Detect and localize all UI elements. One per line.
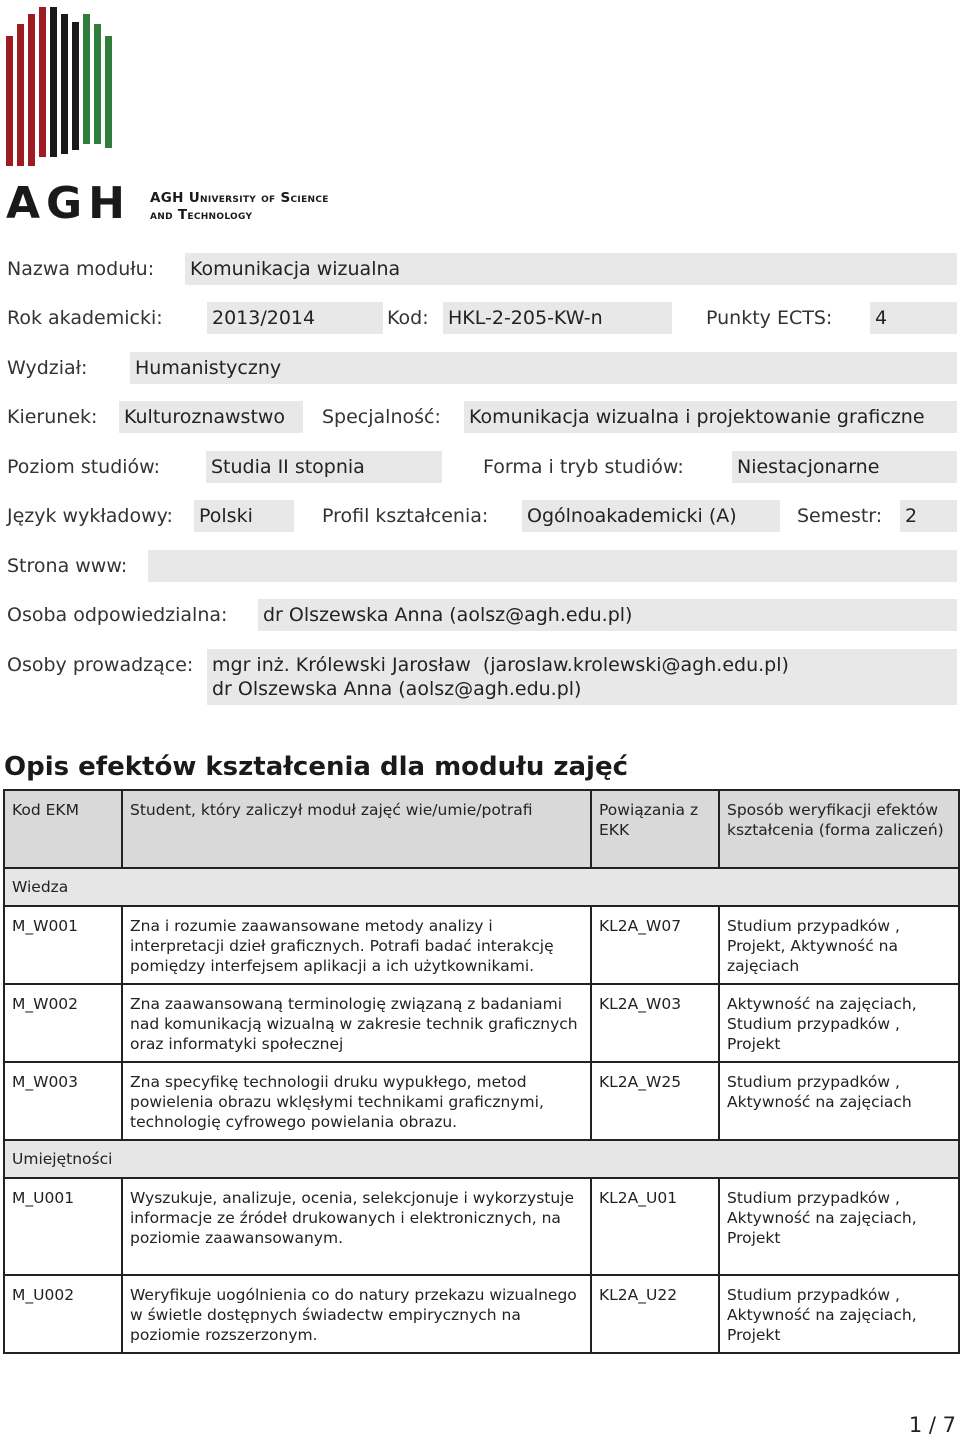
row-description: Zna specyfikę technologii druku wypukłego, metod powielenia obrazu wklęsłymi technikami graficznymi, technologię cyfrowego powielania obrazu. — [122, 1062, 591, 1140]
row-code: M_U002 — [4, 1275, 122, 1353]
website-row — [0, 550, 960, 582]
header-description: Student, który zaliczył moduł zajęć wie/umie/potrafi — [122, 790, 591, 868]
responsible-value: dr Olszewska Anna (aolsz@agh.edu.pl) — [258, 599, 957, 631]
row-description: Zna zaawansowaną terminologię związaną z badaniami nad komunikacją wizualną w zakresie technik graficznych oraz informatyki społecznej — [122, 984, 591, 1062]
table-header-row — [4, 790, 959, 868]
header-code: Kod EKM — [4, 790, 122, 868]
teacher-1: mgr inż. Królewski Jarosław (jaroslaw.krolewski@agh.edu.pl) — [212, 654, 789, 676]
table-row — [4, 984, 959, 1062]
profile-value: Ogólnoakademicki (A) — [522, 500, 780, 532]
academic-year-value: 2013/2014 — [207, 302, 383, 334]
logo-line-1: AGH University of Science — [150, 190, 329, 206]
teachers-value — [207, 649, 957, 705]
academic-year-label: Rok akademicki: — [7, 307, 163, 329]
table-row — [4, 1178, 959, 1275]
semester-value: 2 — [900, 500, 957, 532]
category-row-skills — [4, 1140, 959, 1178]
agh-logo — [4, 4, 349, 229]
logo-mark: AGH — [6, 178, 131, 229]
category-row-knowledge — [4, 868, 959, 906]
row-ekk: KL2A_W25 — [591, 1062, 719, 1140]
ects-value: 4 — [870, 302, 957, 334]
study-level-row — [0, 451, 960, 483]
row-code: M_W001 — [4, 906, 122, 984]
row-description: Weryfikuje uogólnienia co do natury przekazu wizualnego w świetle dostępnych świadectw empirycznych na poziomie rozszerzonym. — [122, 1275, 591, 1353]
profile-label: Profil kształcenia: — [322, 505, 489, 527]
responsible-row — [0, 599, 960, 631]
teachers-label: Osoby prowadzące: — [7, 654, 194, 676]
category-skills: Umiejętności — [4, 1140, 959, 1178]
row-verification: Studium przypadków , Aktywność na zajęciach, Projekt — [719, 1178, 959, 1275]
row-verification: Studium przypadków , Projekt, Aktywność na zajęciach — [719, 906, 959, 984]
module-name-row — [0, 253, 960, 285]
semester-label: Semestr: — [797, 505, 883, 527]
field-row — [0, 401, 960, 433]
field-label: Kierunek: — [7, 406, 98, 428]
field-value: Kulturoznawstwo — [119, 401, 303, 433]
faculty-value: Humanistyczny — [130, 352, 957, 384]
code-label: Kod: — [387, 307, 429, 329]
faculty-row — [0, 352, 960, 384]
row-verification: Aktywność na zajęciach, Studium przypadków , Projekt — [719, 984, 959, 1062]
logo-line-2: and Technology — [150, 207, 253, 223]
table-row — [4, 906, 959, 984]
ects-label: Punkty ECTS: — [706, 307, 833, 329]
row-code: M_U001 — [4, 1178, 122, 1275]
language-row — [0, 500, 960, 532]
specialty-label: Specjalność: — [322, 406, 441, 428]
row-ekk: KL2A_U22 — [591, 1275, 719, 1353]
language-label: Język wykładowy: — [7, 505, 173, 527]
website-label: Strona www: — [7, 555, 128, 577]
study-form-label: Forma i tryb studiów: — [483, 456, 684, 478]
logo-university-name — [150, 190, 329, 224]
study-level-label: Poziom studiów: — [7, 456, 161, 478]
academic-year-row — [0, 302, 960, 334]
language-value: Polski — [194, 500, 294, 532]
teacher-2: dr Olszewska Anna (aolsz@agh.edu.pl) — [212, 678, 582, 700]
faculty-label: Wydział: — [7, 357, 88, 379]
row-description: Wyszukuje, analizuje, ocenia, selekcjonuje i wykorzystuje informacje ze źródeł drukowanych i elektronicznych, na poziomie zaawansowanym. — [122, 1178, 591, 1275]
learning-outcomes-table — [3, 789, 960, 1354]
website-value — [148, 550, 957, 582]
specialty-value: Komunikacja wizualna i projektowanie graficzne — [464, 401, 957, 433]
row-ekk: KL2A_W03 — [591, 984, 719, 1062]
row-code: M_W002 — [4, 984, 122, 1062]
category-knowledge: Wiedza — [4, 868, 959, 906]
header-ekk: Powiązania z EKK — [591, 790, 719, 868]
page-number: 1 / 7 — [908, 1413, 956, 1437]
study-level-value: Studia II stopnia — [206, 451, 442, 483]
teachers-row — [0, 649, 960, 705]
module-name-label: Nazwa modułu: — [7, 258, 155, 280]
study-form-value: Niestacjonarne — [732, 451, 957, 483]
row-ekk: KL2A_U01 — [591, 1178, 719, 1275]
table-row — [4, 1275, 959, 1353]
row-ekk: KL2A_W07 — [591, 906, 719, 984]
section-title: Opis efektów kształcenia dla modułu zajęć — [4, 752, 629, 782]
module-name-value: Komunikacja wizualna — [185, 253, 957, 285]
table-row — [4, 1062, 959, 1140]
row-verification: Studium przypadków , Aktywność na zajęciach, Projekt — [719, 1275, 959, 1353]
responsible-label: Osoba odpowiedzialna: — [7, 604, 228, 626]
row-code: M_W003 — [4, 1062, 122, 1140]
row-description: Zna i rozumie zaawansowane metody analizy i interpretacji dzieł graficznych. Potrafi badać interakcję pomiędzy interfejsem aplikacji a ich użytkownikami. — [122, 906, 591, 984]
row-verification: Studium przypadków , Aktywność na zajęciach — [719, 1062, 959, 1140]
header-verification: Sposób weryfikacji efektów kształcenia (forma zaliczeń) — [719, 790, 959, 868]
code-value: HKL-2-205-KW-n — [443, 302, 672, 334]
